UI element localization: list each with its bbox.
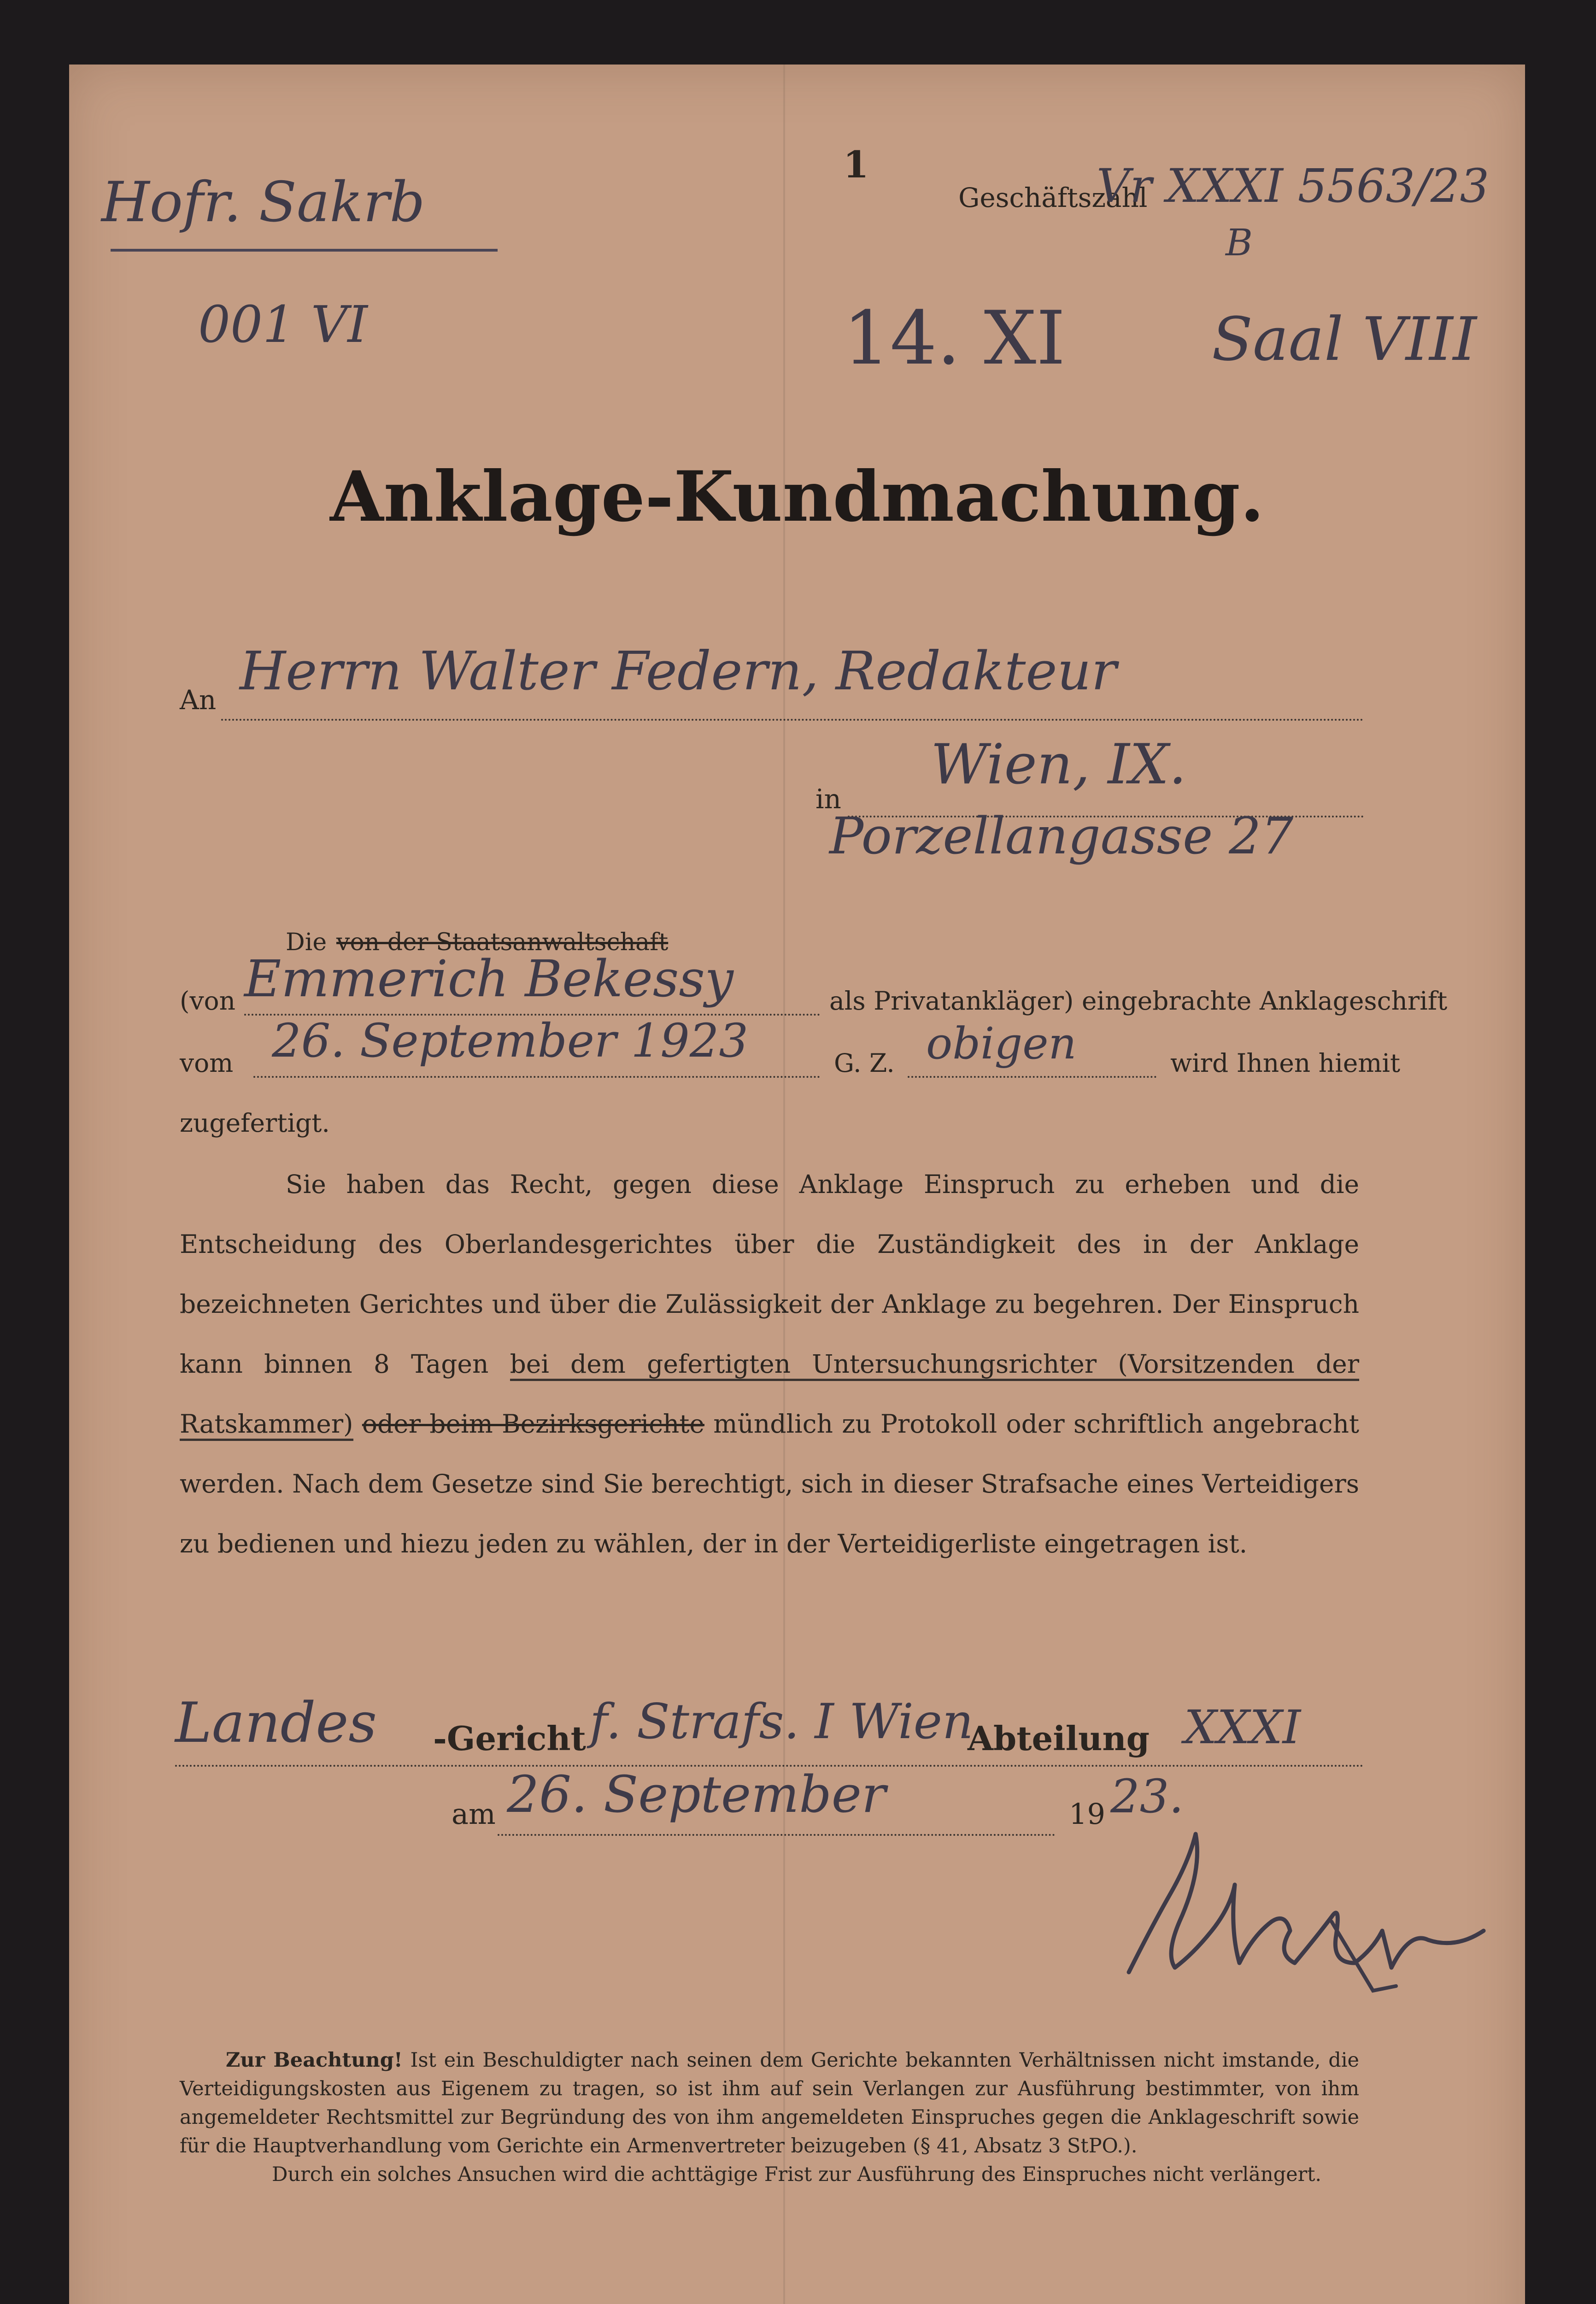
an-label: An: [180, 684, 217, 716]
court-prefix: Landes: [175, 1691, 377, 1755]
zugefertigt: zugefertigt.: [180, 1108, 330, 1138]
in-label: in: [816, 783, 841, 815]
gz-label: G. Z.: [834, 1048, 895, 1078]
charge-date: 26. September 1923: [272, 1014, 748, 1068]
hearing-room: Saal VIII: [1212, 304, 1477, 374]
page-marker: 1: [843, 143, 869, 186]
court-date: 26. September: [507, 1765, 886, 1824]
court-date-line: [498, 1834, 1055, 1836]
gericht-label: -Gericht: [433, 1719, 586, 1758]
year-suffix: 23.: [1110, 1769, 1184, 1823]
hearing-date: 14. XI: [843, 295, 1066, 381]
privat-label: als Privatankläger) eingebrachte Anklageschrift: [829, 986, 1448, 1016]
recipient-name: Herrn Walter Federn, Redakteur: [240, 641, 1117, 702]
charge-date-line: [253, 1076, 820, 1078]
rights-text-1: Sie haben das Recht, gegen diese Anklage Einspruch zu erheben und die Entscheidung des Oberlandesgerichtes über die Zuständigkeit des in der Anklage bezeichneten Gerichtes und über die Zulässigkeit der Anklage zu begehren. Der Einspruch kann binnen 8 Tagen: [180, 1170, 1359, 1379]
die-label: Die: [286, 929, 327, 956]
rights-underlined: bei dem gefertigten Untersuchungsrichter (Vorsitzenden der Ratskammer): [180, 1349, 1359, 1441]
year-prefix: 19: [1069, 1797, 1105, 1831]
gz-value: obigen: [926, 1018, 1077, 1069]
case-number-label: Geschäftszahl: [958, 182, 1148, 213]
vom-label: vom: [180, 1048, 234, 1078]
judge-signature: [1115, 1816, 1493, 2018]
abteilung-value: XXXI: [1184, 1700, 1301, 1754]
corner-note: Hofr. Sakrb: [101, 170, 425, 235]
recipient-name-line: [221, 719, 1364, 721]
rights-paragraph: [180, 1154, 1359, 1574]
von-label: (von: [180, 986, 236, 1016]
rights-text-2: mündlich zu Protokoll oder schriftlich angebracht werden. Nach dem Gesetze sind Sie berechtigt, sich in dieser Strafsache eines Verteidigers zu bedienen und hiezu jeden zu wählen, der in der Verteidigerliste eingetragen ist.: [180, 1409, 1360, 1558]
recipient-city: Wien, IX.: [931, 733, 1187, 797]
court-name: f. Strafs. I Wien: [590, 1693, 974, 1750]
abteilung-label: Abteilung: [968, 1719, 1150, 1758]
corner-note-secondary: 001 VI: [198, 295, 368, 354]
struck-prosecution-office: von der Staatsanwaltschaft: [336, 929, 669, 956]
notice-text-2: Durch ein solches Ansuchen wird die achttägige Frist zur Ausführung des Einspruches nicht verlängert.: [272, 2163, 1322, 2186]
rights-struck: oder beim Bezirksgerichte: [362, 1409, 704, 1439]
document-page: [69, 65, 1525, 2304]
notice-block: [180, 2046, 1359, 2189]
notice-text: Ist ein Beschuldigter nach seinen dem Gerichte bekannten Verhältnissen nicht imstande, die Verteidigungskosten aus Eigenem zu tragen, so ist ihm auf sein Verlangen zur Ausführung bestimmter, von ihm angemeldeter Rechtsmittel zur Begründung des von ihm angemeldeten Einspruches gegen die Anklageschrift sowie für die Hauptverhandlung vom Gerichte ein Armenvertreter beizugeben (§ 41, Absatz 3 StPO.).: [180, 2049, 1359, 2157]
notice-heading: Zur Beachtung!: [226, 2049, 403, 2072]
case-number-sub: B: [1226, 221, 1253, 264]
private-prosecutor: Emmerich Bekessy: [244, 949, 733, 1008]
gz-line: [908, 1076, 1156, 1078]
corner-note-underline: [111, 249, 498, 252]
recipient-street: Porzellangasse 27: [829, 806, 1294, 865]
case-number-value: Vr XXXI 5563/23: [1097, 159, 1490, 213]
am-label: am: [452, 1797, 496, 1831]
document-title: Anklage-Kundmachung.: [330, 456, 1264, 537]
wird-label: wird Ihnen hiemit: [1170, 1048, 1401, 1078]
